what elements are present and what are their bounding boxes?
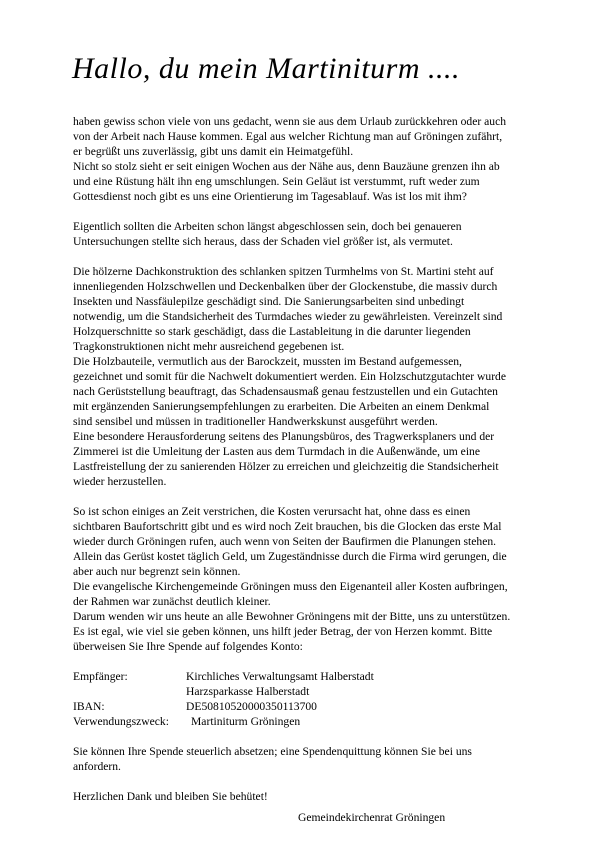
iban-label: IBAN: xyxy=(73,700,105,713)
paragraph-appeal: So ist schon einiges an Zeit verstrichen, die Kosten verursacht hat, ohne dass es einen sichtbaren Baufortschritt gibt und es wird noch Zeit brauchen, bis die Glocken das erste Mal wieder durch Gröningen rufen, auch wenn von Seiten der Baufirmen die Planungen stehen. Allein das Gerüst kostet täglich Geld, um Zugeständnisse durch die Firma wird gerungen, die aber auch nur begrenzt sein können. Die evangelische Kirchengemeinde Gröningen muss den Eigenanteil aller Kosten aufbringen, der Rahmen war zunächst deutlich kleiner. Darum wenden wir uns heute an alle Bewohner Gröningens mit der Bitte, uns zu unterstützen. Es ist egal, wie viel sie geben können, uns hilft jeder Betrag, der von Herzen kommt. Bitte überweisen Sie Ihre Spende auf folgendes Konto: xyxy=(73,505,511,653)
bank-details xyxy=(73,669,543,729)
recipient-row xyxy=(73,669,543,684)
recipient-label: Empfänger: xyxy=(73,670,128,683)
bank-name: Harzsparkasse Halberstadt xyxy=(186,685,310,698)
recipient-value: Kirchliches Verwaltungsamt Halberstadt xyxy=(186,670,374,683)
tax-note: Sie können Ihre Spende steuerlich absetzen; eine Spendenquittung können Sie bei uns anfordern. xyxy=(73,745,472,773)
letter-body xyxy=(73,114,543,825)
paragraph-damage: Die hölzerne Dachkonstruktion des schlanken spitzen Turmhelms von St. Martini steht auf innenliegenden Holzschwellen und Deckenbalken über der Glockenstube, die massiv durch Insekten und Nassfäulepilze geschädigt sind. Die Sanierungsarbeiten sind unbedingt notwendig, um die Standsicherheit des Turmdaches wieder zu gewährleisten. Vereinzelt sind Holzquerschnitte so stark geschädigt, dass die Lastableitung in die darunter liegenden Tragkonstruktionen nicht mehr ausreichend gegebenen ist. Die Holzbauteile, vermutlich aus der Barockzeit, mussten im Bestand aufgemessen, gezeichnet und somit für die Nachwelt dokumentiert werden. Ein Holzschutzgutachter wurde nach Gerüststellung beauftragt, das Schadensausmaß genau festzustellen und ein Gutachten mit ergänzenden Sanierungsempfehlungen zu erarbeiten. Die Arbeiten an einem Denkmal sind sensibel und müssen in traditioneller Handwerkskunst ausgeführt werden. Eine besondere Herausforderung seitens des Planungsbüros, des Tragwerksplaners und der Zimmerei ist die Umleitung der Lasten aus dem Turmdach in die Außenwände, um eine Lastfreistellung der zu sanierenden Hölzer zu erreichen und gleichzeitig die Standsicherheit wieder herzustellen. xyxy=(73,265,507,488)
iban-value: DE50810520000350113700 xyxy=(186,700,317,713)
purpose-label: Verwendungszweck: xyxy=(73,715,169,728)
paragraph-delay: Eigentlich sollten die Arbeiten schon längst abgeschlossen sein, doch bei genaueren Untersuchungen stellte sich heraus, dass der Schaden viel größer ist, als vermutet. xyxy=(73,220,462,248)
paragraph-intro: haben gewiss schon viele von uns gedacht, wenn sie aus dem Urlaub zurückkehren oder auch von der Arbeit nach Hause kommen. Egal aus welcher Richtung man auf Gröningen zufährt, er begrüßt uns zuverlässig, gibt uns damit ein Heimatgefühl. Nicht so stolz sieht er seit einigen Wochen aus der Nähe aus, denn Bauzäune grenzen ihn ab und eine Rüstung hält ihn eng umschlungen. Sein Geläut ist verstummt, ruft weder zum Gottesdienst noch gibt es uns eine Orientierung im Tagesablauf. Was ist los mit ihm? xyxy=(73,115,507,203)
closing-line: Herzlichen Dank und bleiben Sie behütet! xyxy=(73,790,268,803)
bank-name-row xyxy=(73,684,543,699)
purpose-value: Martiniturm Gröningen xyxy=(191,715,301,728)
purpose-row xyxy=(73,714,543,729)
letter-title: Hallo, du mein Martiniturm .... xyxy=(72,52,460,85)
signature: Gemeindekirchenrat Gröningen xyxy=(298,811,446,824)
iban-row xyxy=(73,699,543,714)
